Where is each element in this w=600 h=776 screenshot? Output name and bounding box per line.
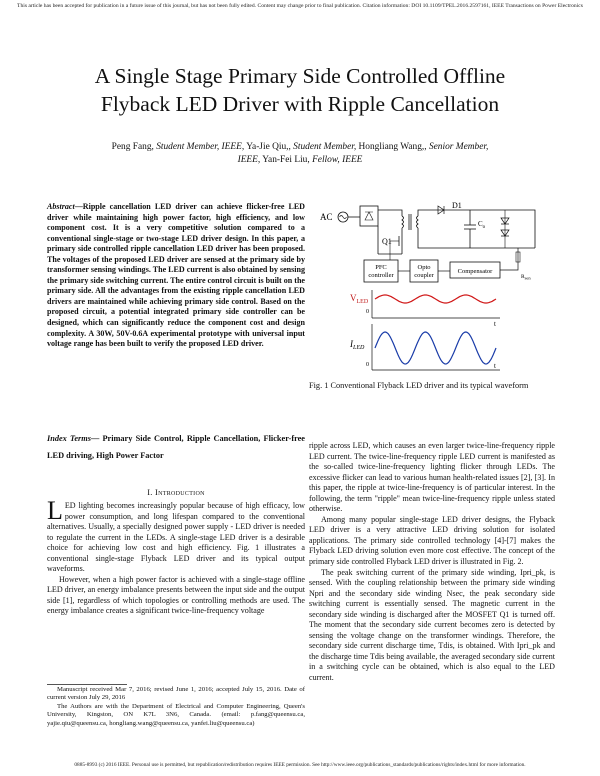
intro-paragraph-2: However, when a high power factor is achieved with a single-stage offline LED driver, an energy imbalance presents between the input side and the output side [1], regardless of which topologies or controlling methods are used. The energy imbalance creates a significant twice-line-frequency voltage <box>47 574 305 616</box>
vled-ripple-waveform <box>375 295 496 303</box>
intro-paragraph-1 <box>47 496 305 575</box>
vled-label: $V_{LED}$ <box>350 293 369 305</box>
opto-label: coupler <box>414 272 434 279</box>
intro-column-left <box>47 496 305 617</box>
intro-column-right <box>309 441 555 684</box>
drop-cap: L <box>47 496 63 525</box>
paper-title <box>30 62 570 118</box>
footnote-divider <box>47 684 127 685</box>
author-name: Ya-Jie Qiu, <box>244 142 289 152</box>
authors <box>60 141 540 167</box>
copyright-footer: 0885-8993 (c) 2016 IEEE. Personal use is permitted, but republication/redistribution requires IEEE permission. See http://www.ieee.org/publications_standards/publications/rights/index.html for more information. <box>74 762 526 768</box>
zero-label: 0 <box>366 309 369 315</box>
authors-line-1: Peng Fang, Student Member, IEEE, Ya-Jie Qiu,, Student Member, Hongliang Wang,, Senior Member, <box>111 142 489 152</box>
author-name: Peng Fang, <box>111 142 154 152</box>
section-number: I. <box>147 488 156 497</box>
time-label: t <box>494 362 496 370</box>
author-role: Senior Member, <box>428 142 489 152</box>
time-label: t <box>494 320 496 328</box>
co-label: $C_o$ <box>478 220 486 230</box>
abstract-label: Abstract <box>47 202 75 211</box>
iled-label: $I_{LED}$ <box>350 339 365 351</box>
figure-1-circuit-and-waveforms <box>320 196 556 376</box>
rsen-label: $R_{sen}$ <box>521 274 531 281</box>
abstract <box>47 202 305 350</box>
index-terms-label: Index Terms <box>47 434 91 443</box>
pfc-label: controller <box>368 272 394 279</box>
index-terms-text: — Primary Side Control, Ripple Cancellation, Flicker-free LED driving, High Power Factor <box>47 434 305 460</box>
right-paragraph-1: ripple across LED, which causes an even larger twice-line-frequency ripple LED current. The twice-line-frequency ripple LED current is manifested as the so-called twice-line-frequency lighting flicker through LEDs. The excessive flicker can lead to various human health-related issues [2], [3]. In this paper, the ripple at twice-line-frequency is of particular interest. In the following, the term "ripple" mean twice-line-frequency ripple unless stated otherwise. <box>309 441 555 514</box>
bridge-rectifier <box>360 206 378 226</box>
opto-label: Opto <box>417 264 431 271</box>
pfc-label: PFC <box>375 264 387 271</box>
author-role: Student Member, <box>293 142 357 152</box>
header-notice: This article has been accepted for publication in a future issue of this journal, but has not been fully edited. Content may change prior to final publication. Citation information: DOI 10.1109/TPEL.2016.2597161, IEEE Transactions on Power Electronics <box>17 3 583 9</box>
index-terms <box>47 430 305 464</box>
paragraph-text: ED lighting becomes increasingly popular because of high efficacy, low power consumption, and long lifespan compared to the conventional alternatives. Usually, a specially designed power supply - LED driver is needed to regulate the current in the LEDs. A single-stage LED driver is a desirable choice for achieving low cost and high efficiency. Fig. 1 illustrates a conventional single-stage Flyback LED driver and its typical output waveforms. <box>47 501 305 574</box>
section-heading <box>47 488 305 497</box>
footnotes <box>47 686 305 728</box>
secondary-winding <box>417 216 419 228</box>
figure-1-caption: Fig. 1 Conventional Flyback LED driver and its typical waveform <box>309 381 529 390</box>
abstract-text: —Ripple cancellation LED driver can achieve flicker-free LED driver while maintaining high power factor, high efficiency, and low component cost. It is a very competitive solution compared to a conventional single-stage or two-stage LED driver design. In this paper, a primary side controlled ripple cancellation LED driver has been proposed. The voltages of the proposed LED driver are sensed at the primary side by transformer sensing windings. The LED current is also obtained by sensing the primary side switching current. The entire control circuit is built on the primary side. All the advantages from the existing ripple cancellation LED drivers are maintained while achieving primary side control. Based on the proposed circuit, a potential integrated primary side controller can be designed, which can significantly reduce the component cost and design complexity. A 30W, 50V-0.6A experimental prototype with universal input voltage range has been built to verify the proposed LED driver. <box>47 202 305 349</box>
authors-line-2 <box>60 154 540 167</box>
title-line-1: A Single Stage Primary Side Controlled Offline <box>94 64 506 88</box>
right-paragraph-2: Among many popular single-stage LED driver designs, the Flyback LED driver is a very attractive LED driving solution for isolated applications. The primary side controlled technology [4]-[7] makes the Flyback LED driving solution even more cost effective. The concept of the primary side controlled Flyback LED driver is illustrated in Fig. 2. <box>309 514 555 567</box>
compensator-label: Compensator <box>457 268 493 275</box>
author-name: Yan-Fei Liu, <box>260 155 310 165</box>
zero-label: 0 <box>366 362 369 368</box>
ac-source-label: AC <box>320 212 333 222</box>
section-title: Introduction <box>155 488 205 497</box>
author-name: Hongliang Wang, <box>356 142 425 152</box>
q1-label: Q1 <box>382 237 392 246</box>
primary-winding <box>402 216 404 228</box>
footnote-affiliation: The Authors are with the Department of Electrical and Computer Engineering, Queen's University, Kingston, ON K7L 3N6, Canada. (email: p.fang@queensu.ca, yajie.qiu@queensu.ca, hongliang.wang@queensu.ca, yanfei.liu@queensu.ca) <box>47 702 305 727</box>
footnote-received: Manuscript received Mar 7, 2016; revised June 1, 2016; accepted July 15, 2016. Date of current version July 29, 2016 <box>47 686 305 702</box>
d1-label: D1 <box>452 201 462 210</box>
author-role: IEEE, <box>237 155 261 165</box>
title-line-2: Flyback LED Driver with Ripple Cancellation <box>100 92 500 116</box>
iled-ripple-waveform <box>375 332 496 364</box>
author-role: Fellow, IEEE <box>312 155 363 165</box>
right-paragraph-3: The peak switching current of the primary side winding, Ipri_pk, is sensed. With the coupling relationship between the primary side winding Npri and the secondary side winding Nsec, the peak secondary side switching current is essentially sensed. The magnetic current in the secondary side winding is discharged after the MOSFET Q1 is turned off. The moment that the secondary side current becomes zero is detected by sensing the voltage change on the transformer windings. Therefore, the secondary side current discharge time, Tdis, is obtained. With Ipri_pk and the discharge time Tdis being available, the averaged secondary side current in a switching cycle can be obtained, which is also equal to the LED current. <box>309 567 555 683</box>
author-role: Student Member, IEEE, <box>156 142 245 152</box>
